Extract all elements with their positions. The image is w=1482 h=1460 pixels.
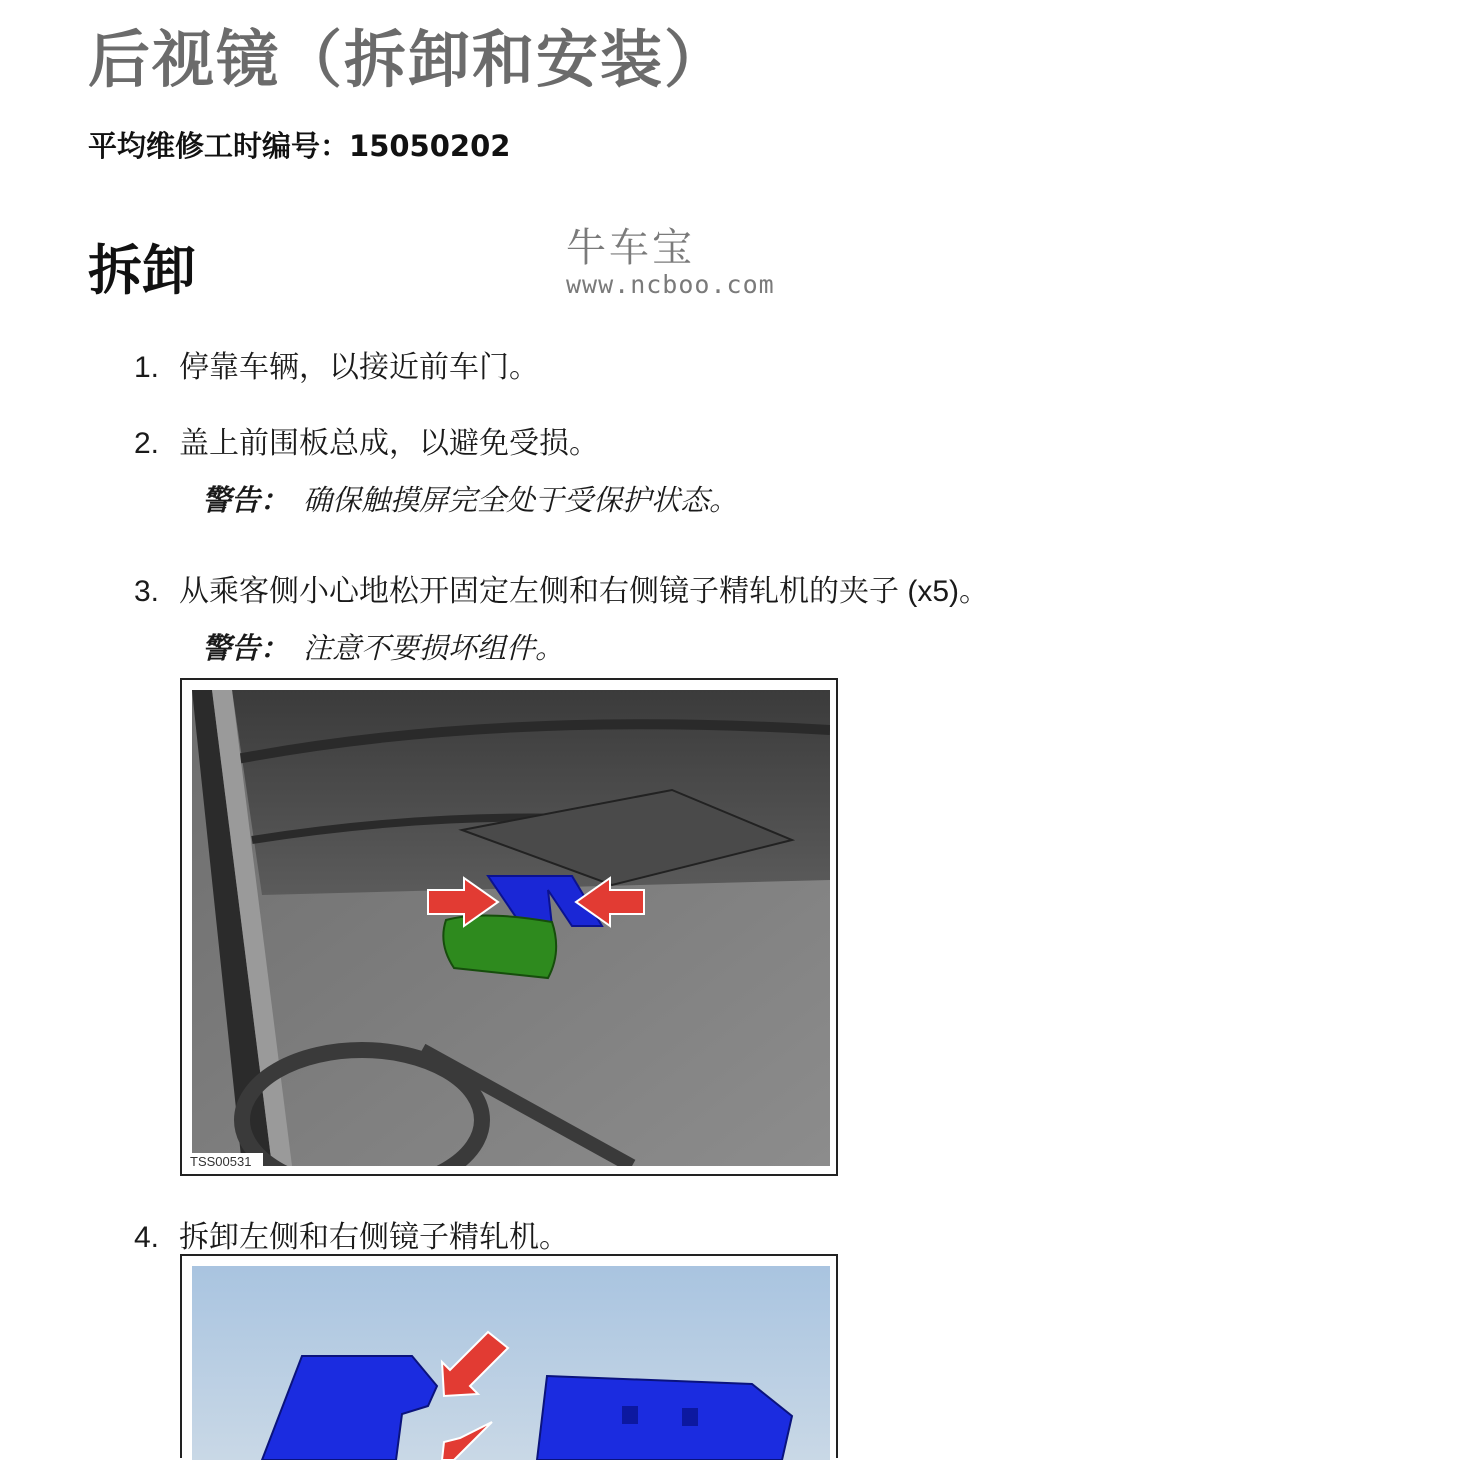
step-text: 停靠车辆，以接近前车门。 <box>179 351 539 384</box>
warning-text: 确保触摸屏完全处于受保护状态。 <box>303 483 739 517</box>
step-3 <box>134 566 989 610</box>
illustration-mirror-finishers <box>192 1266 830 1460</box>
figure-mirror-finishers <box>180 1254 838 1458</box>
step-number: 2. <box>134 427 160 460</box>
labor-code-value: 15050202 <box>349 129 511 163</box>
step-2 <box>134 418 599 462</box>
step-number: 4. <box>134 1221 160 1254</box>
step-1 <box>134 342 539 386</box>
step-number: 1. <box>134 351 160 384</box>
step-number: 3. <box>134 575 160 608</box>
right-finisher-highlight <box>537 1376 792 1460</box>
watermark-url: www.ncboo.com <box>566 270 775 299</box>
step-text: 拆卸左侧和右侧镜子精轧机。 <box>179 1221 569 1254</box>
step-4 <box>134 1212 569 1256</box>
watermark-brand: 牛车宝 <box>566 225 695 271</box>
step-text: 从乘客侧小心地松开固定左侧和右侧镜子精轧机的夹子 (x5)。 <box>179 575 989 608</box>
warning-step-3 <box>202 626 564 667</box>
figure-id-label: TSS00531 <box>186 1153 263 1170</box>
illustration-rear-view-mirror <box>192 690 830 1166</box>
warning-step-2 <box>202 478 738 519</box>
warning-label: 警告： <box>202 631 290 665</box>
section-heading-removal: 拆卸 <box>88 239 196 302</box>
labor-code-label: 平均维修工时编号： <box>88 129 350 163</box>
step-text: 盖上前围板总成，以避免受损。 <box>179 427 599 460</box>
page-title: 后视镜（拆卸和安装） <box>88 23 729 96</box>
figure-mirror-clips <box>180 678 838 1176</box>
warning-text: 注意不要损坏组件。 <box>303 631 565 665</box>
warning-label: 警告： <box>202 483 290 517</box>
mirror-body-highlight <box>443 915 556 978</box>
labor-code-line <box>88 124 510 165</box>
